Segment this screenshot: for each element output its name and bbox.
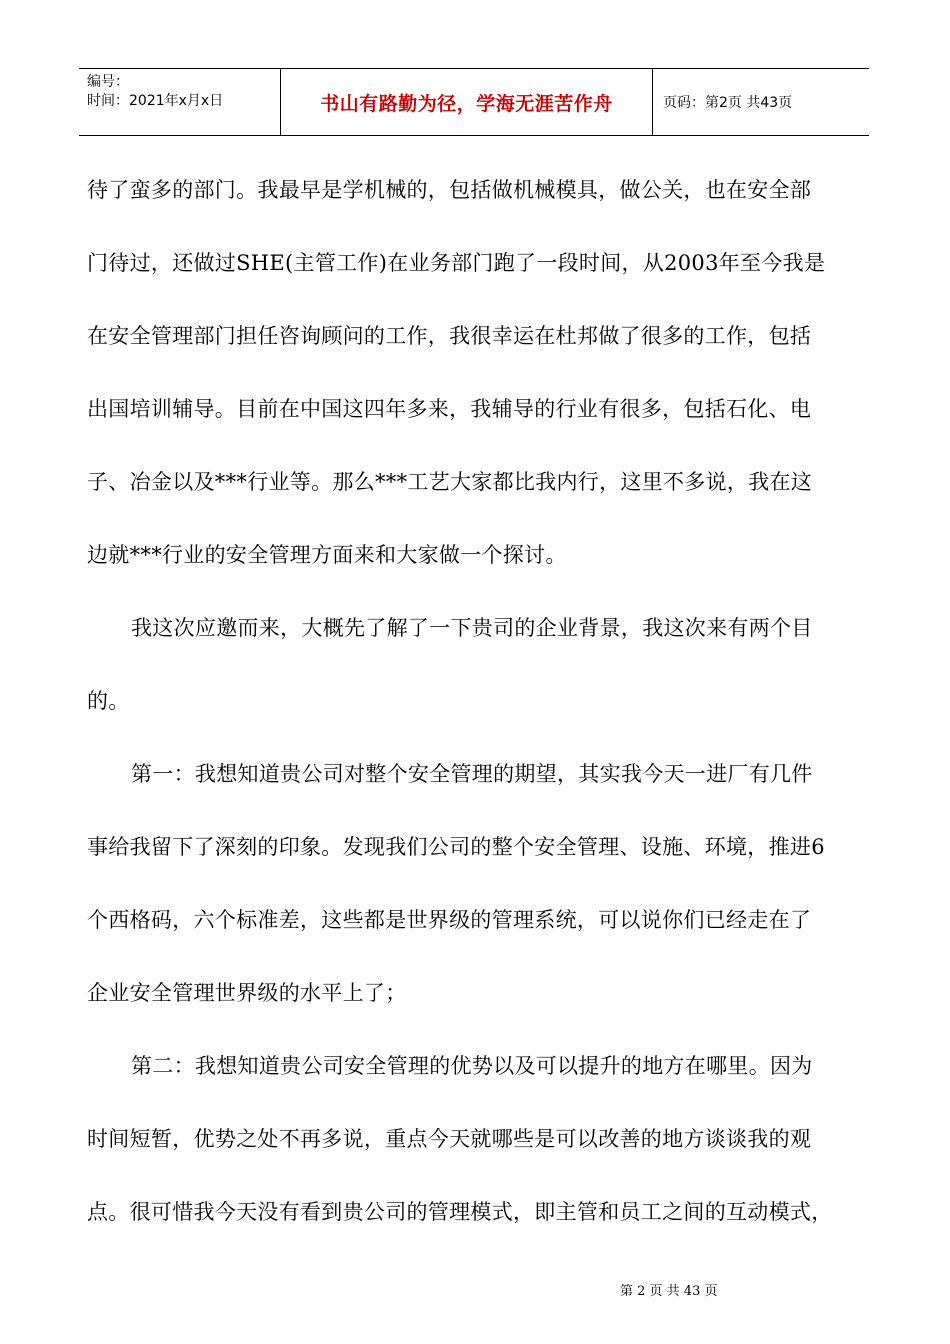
text-line: 时间短暂，优势之处不再多说，重点今天就哪些是可以改善的地方谈谈我的观 [87,1127,812,1151]
text-line: 第一：我想知道贵公司对整个安全管理的期望，其实我今天一进厂有几件 [131,762,813,786]
text-line: 事给我留下了深刻的印象。发现我们公司的整个安全管理、设施、环境，推进6 [87,835,825,859]
page-footer: 第 2 页 共 43 页 [620,1284,718,1299]
document-header [79,68,869,136]
text-line: 出国培训辅导。目前在中国这四年多来，我辅导的行业有很多，包括石化、电 [87,397,812,421]
document-body [87,165,857,1260]
header-meta [79,69,281,135]
text-line: 门待过，还做过SHE(主管工作)在业务部门跑了一段时间，从2003年至今我是 [87,251,826,275]
text-line: 点。很可惜我今天没有看到贵公司的管理模式，即主管和员工之间的互动模式， [87,1200,833,1224]
text-line: 在安全管理部门担任咨询顾问的工作，我很幸运在杜邦做了很多的工作，包括 [87,324,812,348]
time-label: 时间：2021年x月x日 [87,93,224,109]
text-line: 的。 [87,689,130,713]
text-line: 个西格码，六个标准差，这些都是世界级的管理系统，可以说你们已经走在了 [87,908,812,932]
text-line: 子、冶金以及***行业等。那么***工艺大家都比我内行，这里不多说，我在这 [87,470,813,494]
header-page-cell [653,69,869,135]
text-line: 企业安全管理世界级的水平上了； [87,981,407,1005]
number-label: 编号： [87,74,129,90]
text-line: 待了蛮多的部门。我最早是学机械的，包括做机械模具，做公关，也在安全部 [87,178,812,202]
motto-text: 书山有路勤为径，学海无涯苦作舟 [320,92,613,115]
text-line: 第二：我想知道贵公司安全管理的优势以及可以提升的地方在哪里。因为 [131,1054,813,1078]
header-motto-cell [281,69,653,135]
text-line: 我这次应邀而来，大概先了解了一下贵司的企业背景，我这次来有两个目 [131,616,813,640]
text-line: 边就***行业的安全管理方面来和大家做一个探讨。 [87,543,567,567]
page-label: 页码：第2页 共43页 [663,95,793,111]
